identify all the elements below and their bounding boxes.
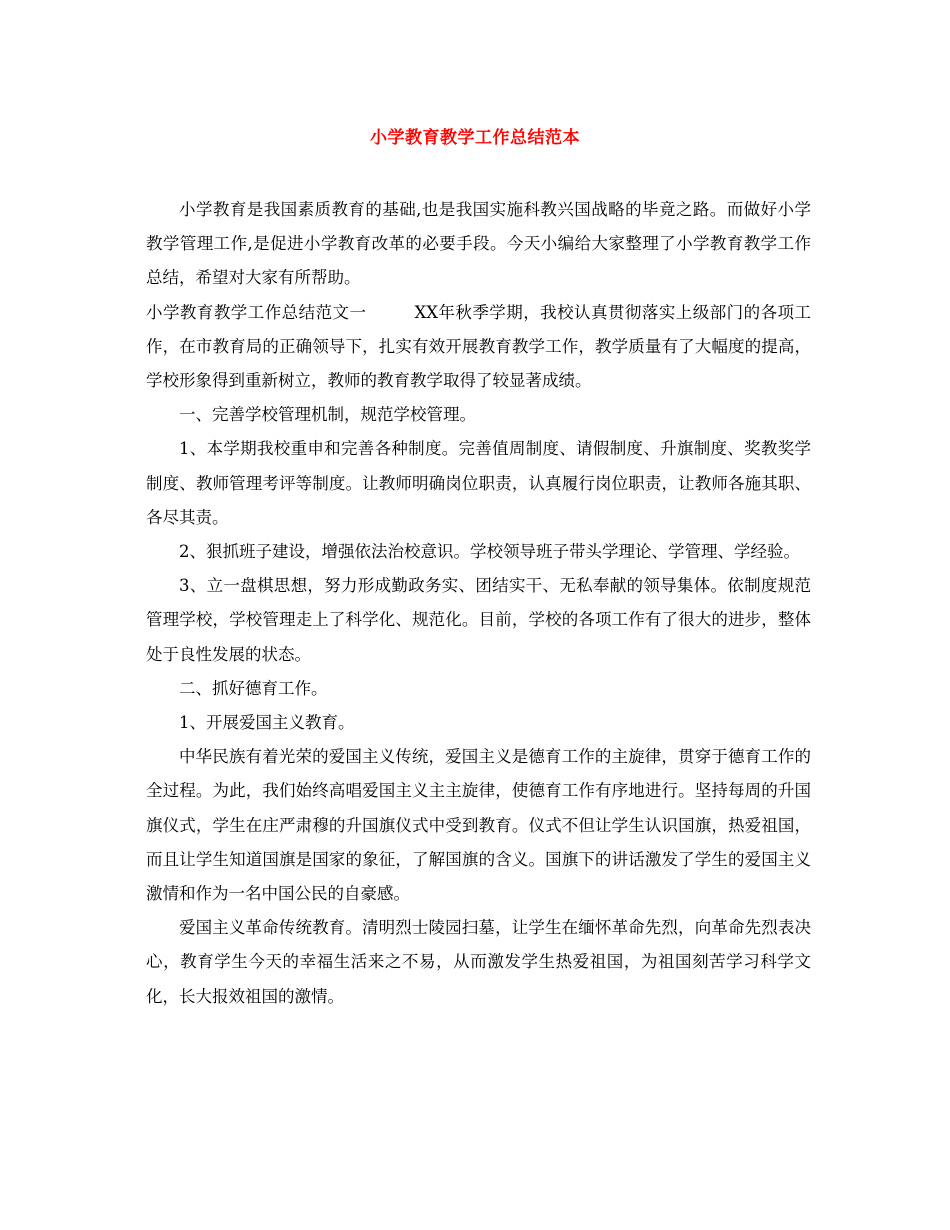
sample-paragraph [146,296,811,399]
sample-heading: 小学教育教学工作总结范文一 [146,302,367,322]
document-title: 小学教育教学工作总结范本 [370,128,580,148]
management-item-1: 1、本学期我校重申和完善各种制度。完善值周制度、请假制度、升旗制度、奖教奖学制度、教师管理考评等制度。让教师明确岗位职责，认真履行岗位职责，让教师各施其职、各尽其责。 [146,439,811,527]
patriotism-paragraph: 中华民族有着光荣的爱国主义传统，爱国主义是德育工作的主旋律，贯穿于德育工作的全过程。为此，我们始终高唱爱国主义主主旋律，使德育工作有序地进行。坚持每周的升国旗仪式，学生在庄严肃穆的升国旗仪式中受到教育。仪式不但让学生认识国旗，热爱祖国，而且让学生知道国旗是国家的象征，了解国旗的含义。国旗下的讲话激发了学生的爱国主义激情和作为一名中国公民的自豪感。 [146,747,811,904]
management-item-2: 2、狠抓班子建设，增强依法治校意识。学校领导班子带头学理论、学管理、学经验。 [179,542,800,562]
section-heading-moral: 二、抓好德育工作。 [179,678,328,698]
section-heading-management: 一、完善学校管理机制，规范学校管理。 [179,405,476,425]
document-body [146,193,811,1014]
intro-paragraph: 小学教育是我国素质教育的基础,也是我国实施科教兴国战略的毕竟之路。而做好小学教学管理工作,是促进小学教育改革的必要手段。今天小编给大家整理了小学教育教学工作总结，希望对大家有所帮助。 [146,200,811,288]
management-item-3: 3、立一盘棋思想，努力形成勤政务实、团结实干、无私奉献的领导集体。依制度规范管理学校，学校管理走上了科学化、规范化。目前，学校的各项工作有了很大的进步，整体处于良性发展的状态。 [146,576,811,664]
revolution-paragraph: 爱国主义革命传统教育。清明烈士陵园扫墓，让学生在缅怀革命先烈，向革命先烈表决心，教育学生今天的幸福生活来之不易，从而激发学生热爱祖国，为祖国刻苦学习科学文化，长大报效祖国的激情。 [146,918,811,1006]
sample-intro: XX年秋季学期，我校认真贯彻落实上级部门的各项工作，在市教育局的正确领导下，扎实有效开展教育教学工作，教学质量有了大幅度的提高，学校形象得到重新树立，教师的教育教学取得了较显著成绩。 [146,302,812,391]
moral-item-1: 1、开展爱国主义教育。 [179,713,355,733]
